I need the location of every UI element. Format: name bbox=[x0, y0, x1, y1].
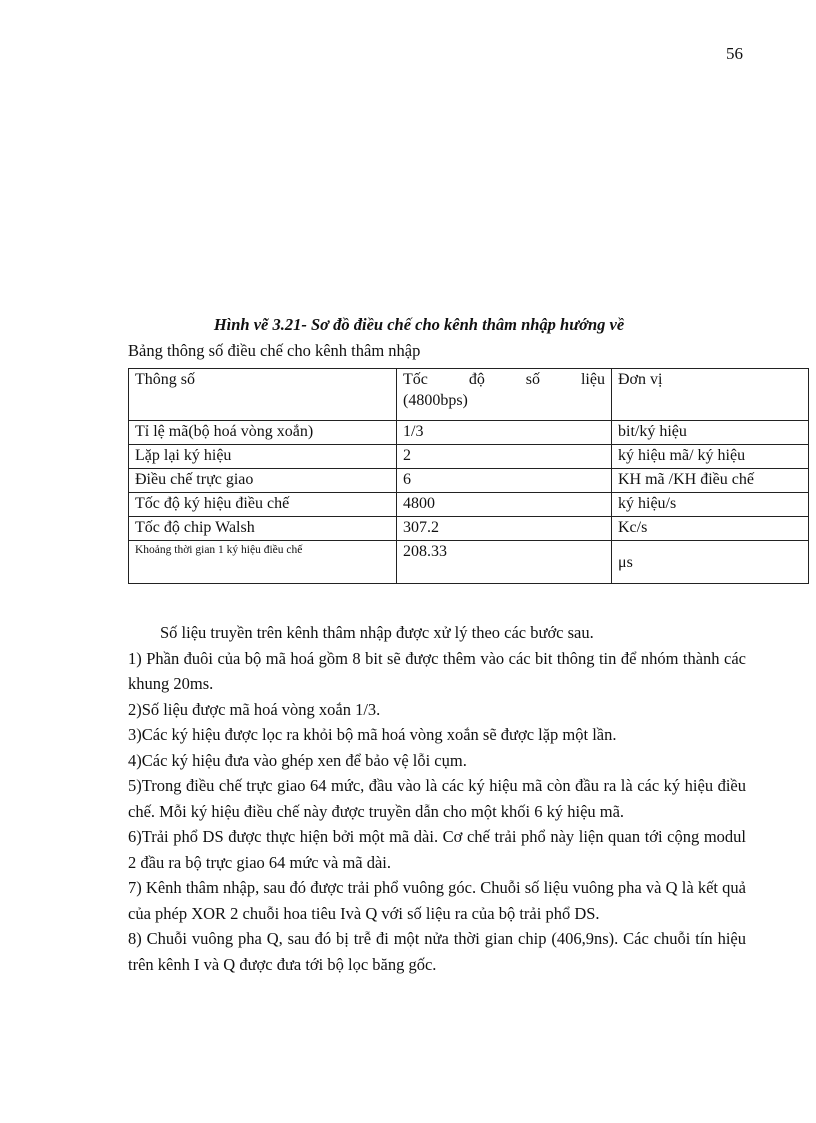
paragraph: 8) Chuỗi vuông pha Q, sau đó bị trễ đi một nửa thời gian chip (406,9ns). Các chuỗi tín hiệu trên kênh I và Q được đưa tới bộ lọc băng gốc. bbox=[128, 929, 746, 974]
table-header-row bbox=[129, 369, 809, 421]
cell-value: 6 bbox=[397, 469, 612, 493]
table-row bbox=[129, 517, 809, 541]
paragraph: 2)Số liệu được mã hoá vòng xoắn 1/3. bbox=[128, 699, 381, 719]
cell-value: 208.33 bbox=[397, 541, 612, 584]
cell-unit: ký hiệu/s bbox=[612, 493, 809, 517]
paragraph: 6)Trải phổ DS được thực hiện bởi một mã dài. Cơ chế trải phổ này liện quan tới cộng modul 2 đầu ra bộ trực giao 64 mức và mã dài. bbox=[128, 827, 746, 872]
header-rate bbox=[397, 369, 612, 421]
cell-unit: ký hiệu mã/ ký hiệu bbox=[612, 445, 809, 469]
parameter-table bbox=[128, 368, 809, 584]
paragraph: 3)Các ký hiệu được lọc ra khỏi bộ mã hoá vòng xoắn sẽ được lặp một lần. bbox=[128, 725, 617, 744]
page-number: 56 bbox=[726, 44, 743, 63]
cell-param: Tỉ lệ mã(bộ hoá vòng xoắn) bbox=[129, 421, 397, 445]
header-rate-word: độ bbox=[468, 371, 485, 388]
cell-value: 307.2 bbox=[397, 517, 612, 541]
paragraph: 7) Kênh thâm nhập, sau đó được trải phổ vuông góc. Chuỗi số liệu vuông pha và Q là kết quả của phép XOR 2 chuỗi hoa tiêu Ivà Q với số liệu ra của bộ trải phổ DS. bbox=[128, 878, 746, 923]
table-row bbox=[129, 445, 809, 469]
cell-unit: bit/ký hiệu bbox=[612, 421, 809, 445]
paragraph: 5)Trong điều chế trực giao 64 mức, đầu vào là các ký hiệu mã còn đầu ra là các ký hiệu điều chế. Mỗi ký hiệu điều chế này được truyền dẫn cho một khối 6 ký hiệu mã. bbox=[128, 776, 746, 821]
table-row bbox=[129, 541, 809, 584]
figure-caption: Hình vẽ 3.21- Sơ đồ điều chế cho kênh thâm nhập hướng về bbox=[213, 315, 625, 334]
cell-unit: μs bbox=[612, 541, 809, 584]
cell-value: 2 bbox=[397, 445, 612, 469]
header-rate-line2: (4800bps) bbox=[403, 392, 468, 409]
cell-param: Tốc độ ký hiệu điều chế bbox=[129, 493, 397, 517]
cell-param-small: Khoảng thời gian 1 ký hiệu điều chế bbox=[135, 544, 303, 556]
table-row bbox=[129, 493, 809, 517]
header-unit: Đơn vị bbox=[612, 369, 809, 421]
cell-param: Tốc độ chip Walsh bbox=[129, 517, 397, 541]
cell-value: 1/3 bbox=[397, 421, 612, 445]
cell-unit: Kc/s bbox=[612, 517, 809, 541]
header-param: Thông số bbox=[129, 369, 397, 421]
cell-param bbox=[129, 541, 397, 584]
paragraph: 4)Các ký hiệu đưa vào ghép xen để bảo vệ lỗi cụm. bbox=[128, 750, 467, 770]
table-title: Bảng thông số điều chế cho kênh thâm nhập bbox=[128, 341, 421, 360]
table-row bbox=[129, 421, 809, 445]
paragraph: 1) Phần đuôi của bộ mã hoá gồm 8 bit sẽ được thêm vào các bit thông tin để nhóm thành các khung 20ms. bbox=[128, 648, 746, 693]
paragraph: Số liệu truyền trên kênh thâm nhập được xử lý theo các bước sau. bbox=[160, 623, 594, 642]
table-row bbox=[129, 469, 809, 493]
header-rate-word: liệu bbox=[580, 371, 605, 388]
cell-param: Điều chế trực giao bbox=[129, 469, 397, 493]
body-text bbox=[128, 620, 746, 977]
header-rate-word: Tốc bbox=[403, 371, 428, 388]
cell-param: Lặp lại ký hiệu bbox=[129, 445, 397, 469]
cell-unit: KH mã /KH điều chế bbox=[612, 469, 809, 493]
cell-value: 4800 bbox=[397, 493, 612, 517]
header-rate-word: số bbox=[525, 371, 541, 388]
